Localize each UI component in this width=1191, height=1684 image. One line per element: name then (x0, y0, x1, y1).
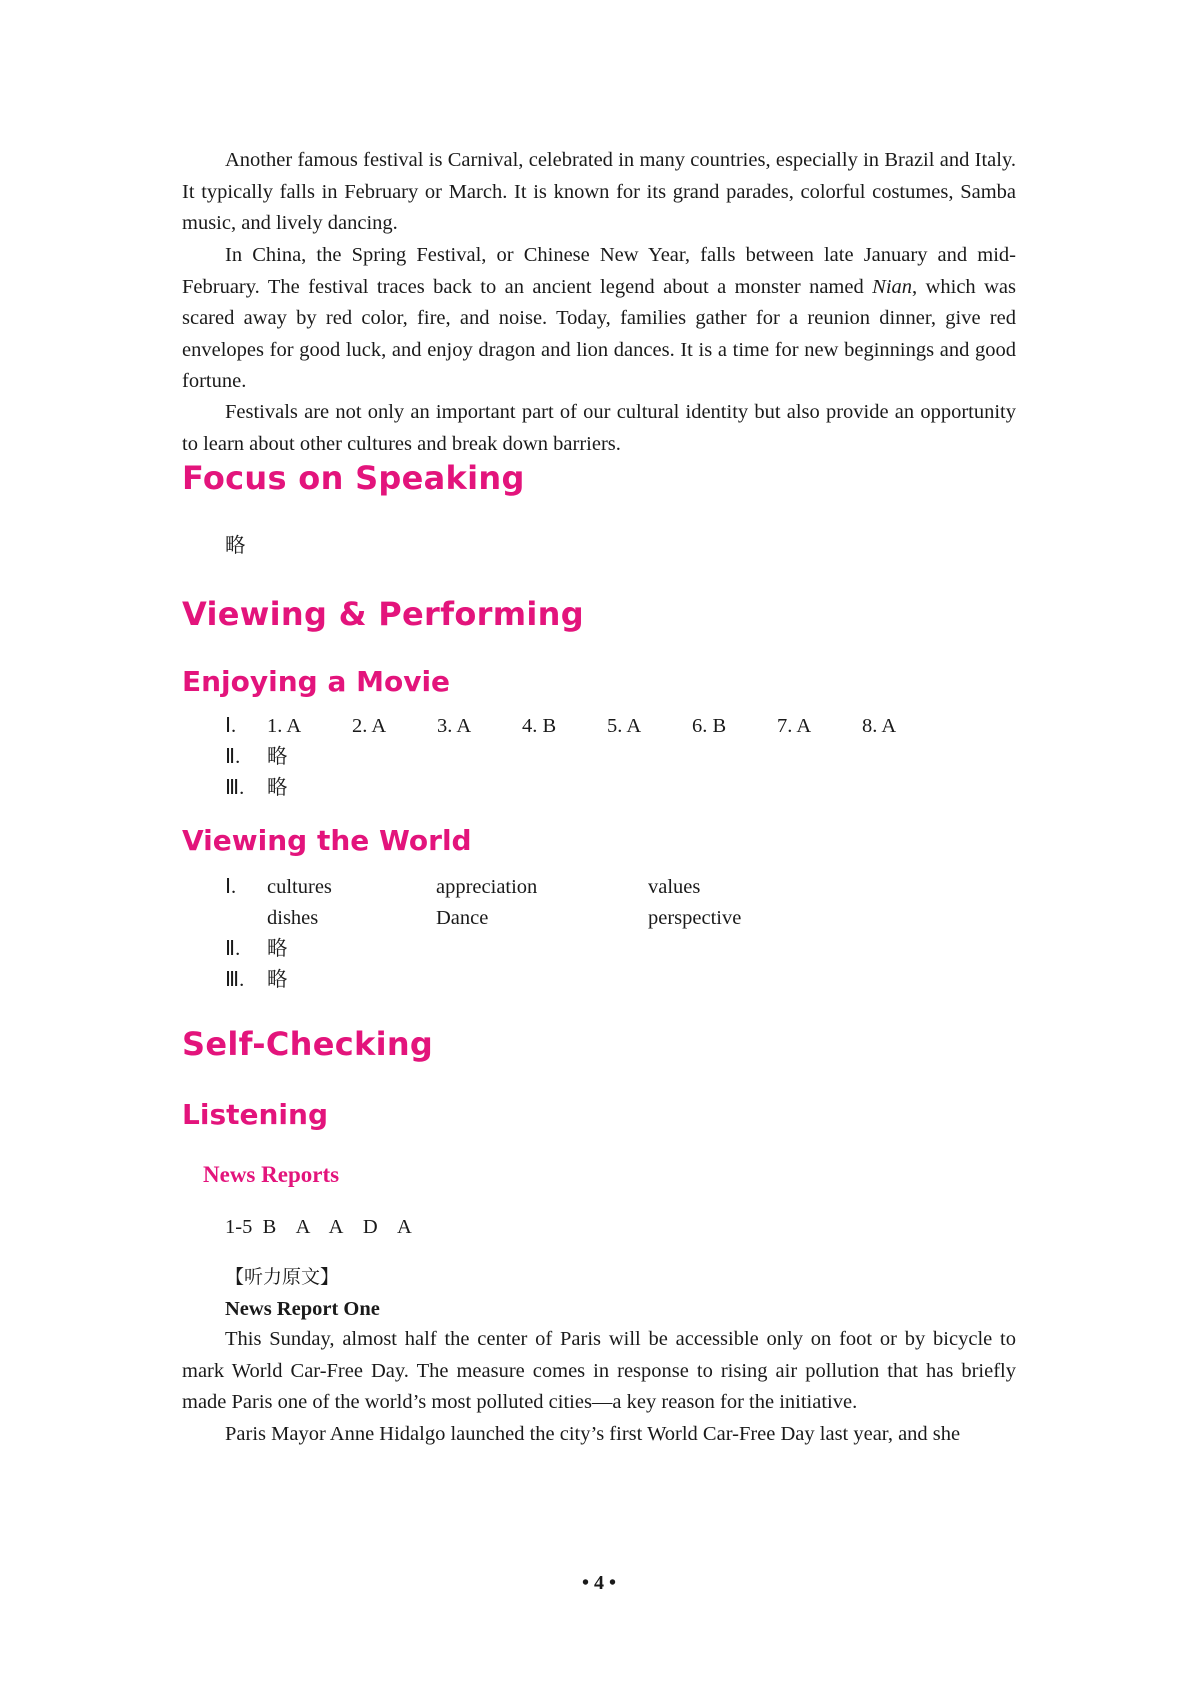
world-words-row-2 (225, 904, 741, 932)
report-paragraph-1: This Sunday, almost half the center of Paris will be accessible only on foot or by bicycle to mark World Car-Free Day. The measure comes in response to rising air pollution that has briefly made Paris one of the world’s most polluted cities—a key reason for the initiative. (182, 1328, 1016, 1413)
roman-numeral: Ⅲ. (225, 777, 245, 799)
movie-answers-row-2 (225, 743, 288, 771)
paragraph-carnival: Another famous festival is Carnival, celebrated in many countries, especially in Brazil and Italy. It typically falls in February or March. It is known for its grand parades, colorful costumes, Samba music, and lively dancing. (182, 149, 1016, 234)
word-answer: cultures (267, 876, 332, 898)
transcript-label: 【听力原文】 (225, 1266, 340, 1288)
word-answer: appreciation (436, 876, 538, 898)
heading-viewing-the-world: Viewing the World (182, 824, 472, 857)
word-answer: perspective (648, 907, 742, 929)
heading-self-checking: Self-Checking (182, 1025, 434, 1063)
heading-listening: Listening (182, 1098, 328, 1131)
answer: 略 (267, 746, 288, 768)
page-number: • 4 • (581, 1572, 616, 1594)
heading-focus-on-speaking: Focus on Speaking (182, 459, 525, 497)
roman-numeral: Ⅱ. (225, 746, 241, 768)
answer: 4. B (522, 715, 557, 737)
subheading-news-reports: News Reports (203, 1162, 340, 1187)
world-words-row-1 (225, 873, 700, 901)
movie-answers-row-3 (225, 774, 288, 802)
world-row-2 (225, 935, 288, 963)
answer: 略 (267, 938, 288, 960)
italic-term: Nian (872, 275, 913, 298)
paragraph-text-end: , which was scared away by red color, fire, and noise. Today, families gather for a reunion dinner, give red envelopes for good luck, and enjoy dragon and lion dances. It is a time for new beginnings and good fortune. (182, 275, 1016, 392)
word-answer: values (648, 876, 701, 898)
paragraph-festivals-conclusion: Festivals are not only an important part of our cultural identity but also provide an opportunity to learn about other cultures and break down barriers. (182, 401, 1016, 455)
heading-viewing-performing: Viewing & Performing (182, 595, 584, 633)
answer: 5. A (607, 715, 642, 737)
report-paragraph-2: Paris Mayor Anne Hidalgo launched the city’s first World Car-Free Day last year, and she (225, 1423, 961, 1445)
paragraph-text-start: In China, the Spring Festival, or Chinese New Year, falls between late January and mid-February. The festival traces back to an ancient legend about a monster named (182, 244, 1016, 298)
answer: 略 (267, 969, 288, 991)
answer: 8. A (862, 715, 897, 737)
answer: 6. B (692, 715, 727, 737)
listening-answers: 1-5 B A A D A (225, 1216, 412, 1238)
answer: 2. A (352, 715, 387, 737)
report-title: News Report One (225, 1298, 380, 1320)
movie-answers-row-1 (225, 712, 947, 740)
answer: 3. A (437, 715, 472, 737)
heading-enjoying-a-movie: Enjoying a Movie (182, 665, 451, 698)
roman-numeral: Ⅱ. (225, 938, 241, 960)
world-row-3 (225, 966, 288, 994)
roman-numeral: Ⅰ. (225, 715, 237, 737)
answer: 1. A (267, 715, 302, 737)
word-answer: Dance (436, 907, 489, 929)
answer: 略 (267, 777, 288, 799)
answer: 7. A (777, 715, 812, 737)
speaking-note: 略 (225, 535, 246, 557)
paragraph-spring-festival (182, 240, 1016, 398)
roman-numeral: Ⅲ. (225, 969, 245, 991)
word-answer: dishes (267, 907, 319, 929)
roman-numeral: Ⅰ. (225, 876, 237, 898)
